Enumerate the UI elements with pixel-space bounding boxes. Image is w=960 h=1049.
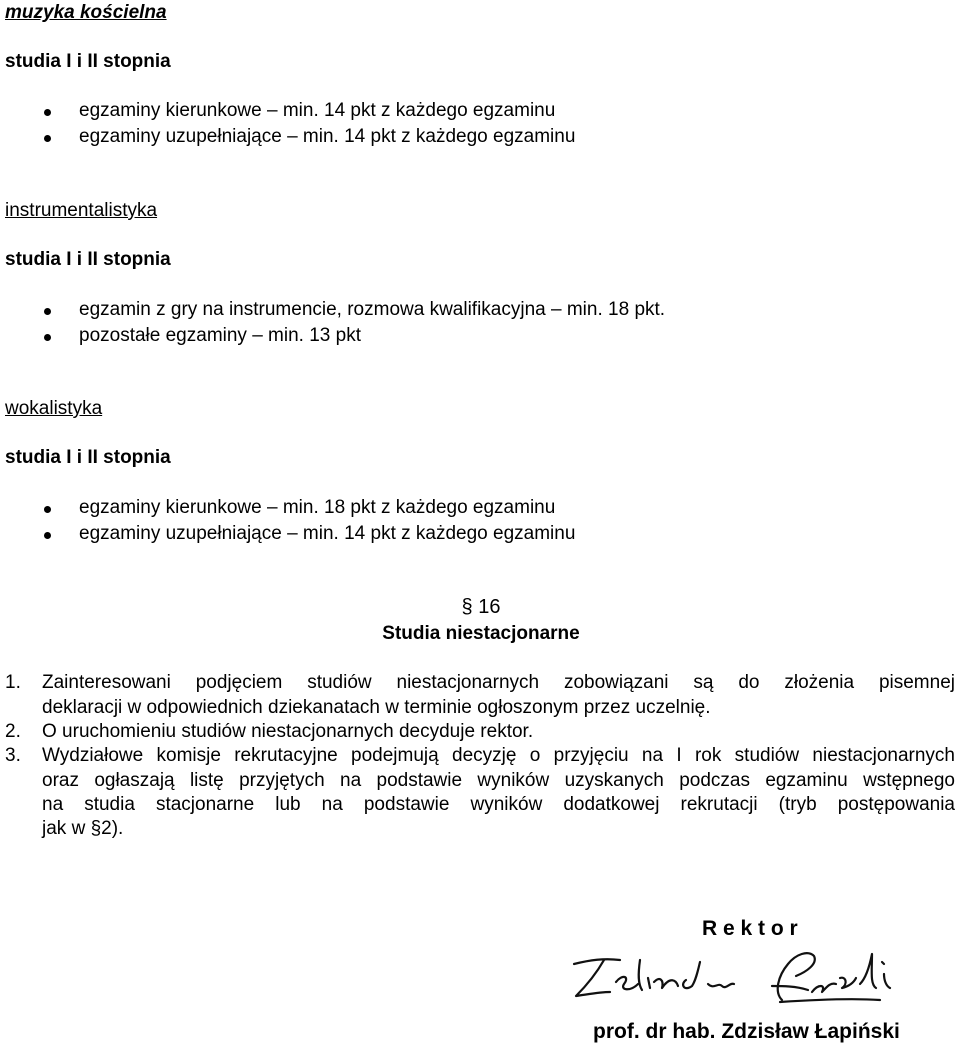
bullet-icon — [44, 506, 51, 513]
bullet-icon — [44, 532, 51, 539]
point-number: 1. — [5, 672, 21, 693]
point-line: Wydziałowe komisje rekrutacyjne podejmują decyzję o przyjęciu na I rok studiów niestacjonarnych — [42, 745, 955, 766]
section-title: muzyka kościelna — [5, 2, 167, 23]
section-subtitle: studia I i II stopnia — [5, 51, 171, 72]
list-item: egzaminy kierunkowe – min. 14 pkt z każdego egzaminu — [79, 100, 556, 121]
signature-name: prof. dr hab. Zdzisław Łapiński — [593, 1020, 900, 1043]
point-number: 3. — [5, 745, 21, 766]
bullet-icon — [44, 334, 51, 341]
list-item: pozostałe egzaminy – min. 13 pkt — [79, 325, 361, 346]
point-line: Zainteresowani podjęciem studiów niestacjonarnych zobowiązani są do złożenia pisemnej — [42, 672, 955, 693]
point-line: jak w §2). — [42, 818, 124, 839]
bullet-icon — [44, 135, 51, 142]
list-item: egzaminy kierunkowe – min. 18 pkt z każdego egzaminu — [79, 497, 556, 518]
paragraph-number: § 16 — [461, 596, 501, 618]
list-item: egzamin z gry na instrumencie, rozmowa kwalifikacyjna – min. 18 pkt. — [79, 299, 666, 320]
list-item: egzaminy uzupełniające – min. 14 pkt z każdego egzaminu — [79, 523, 576, 544]
bullet-icon — [44, 308, 51, 315]
section-title: instrumentalistyka — [5, 200, 158, 221]
section-subtitle: studia I i II stopnia — [5, 447, 171, 468]
signature-role: R e k t o r — [702, 917, 798, 940]
list-item: egzaminy uzupełniające – min. 14 pkt z każdego egzaminu — [79, 126, 576, 147]
point-line: oraz ogłaszają listę przyjętych na podstawie wyników uzyskanych podczas egzaminu wstępnego — [42, 770, 955, 791]
section-title: wokalistyka — [5, 398, 103, 419]
section-subtitle: studia I i II stopnia — [5, 249, 171, 270]
point-number: 2. — [5, 721, 21, 742]
point-line: na studia stacjonarne lub na podstawie wyników dodatkowej rekrutacji (tryb postępowania — [42, 794, 955, 815]
handwritten-signature — [560, 940, 920, 1015]
point-line: O uruchomieniu studiów niestacjonarnych decyduje rektor. — [42, 721, 534, 742]
paragraph-heading: Studia niestacjonarne — [382, 623, 580, 644]
bullet-icon — [44, 109, 51, 116]
point-line: deklaracji w odpowiednich dziekanatach w terminie ogłoszonym przez uczelnię. — [42, 697, 711, 718]
